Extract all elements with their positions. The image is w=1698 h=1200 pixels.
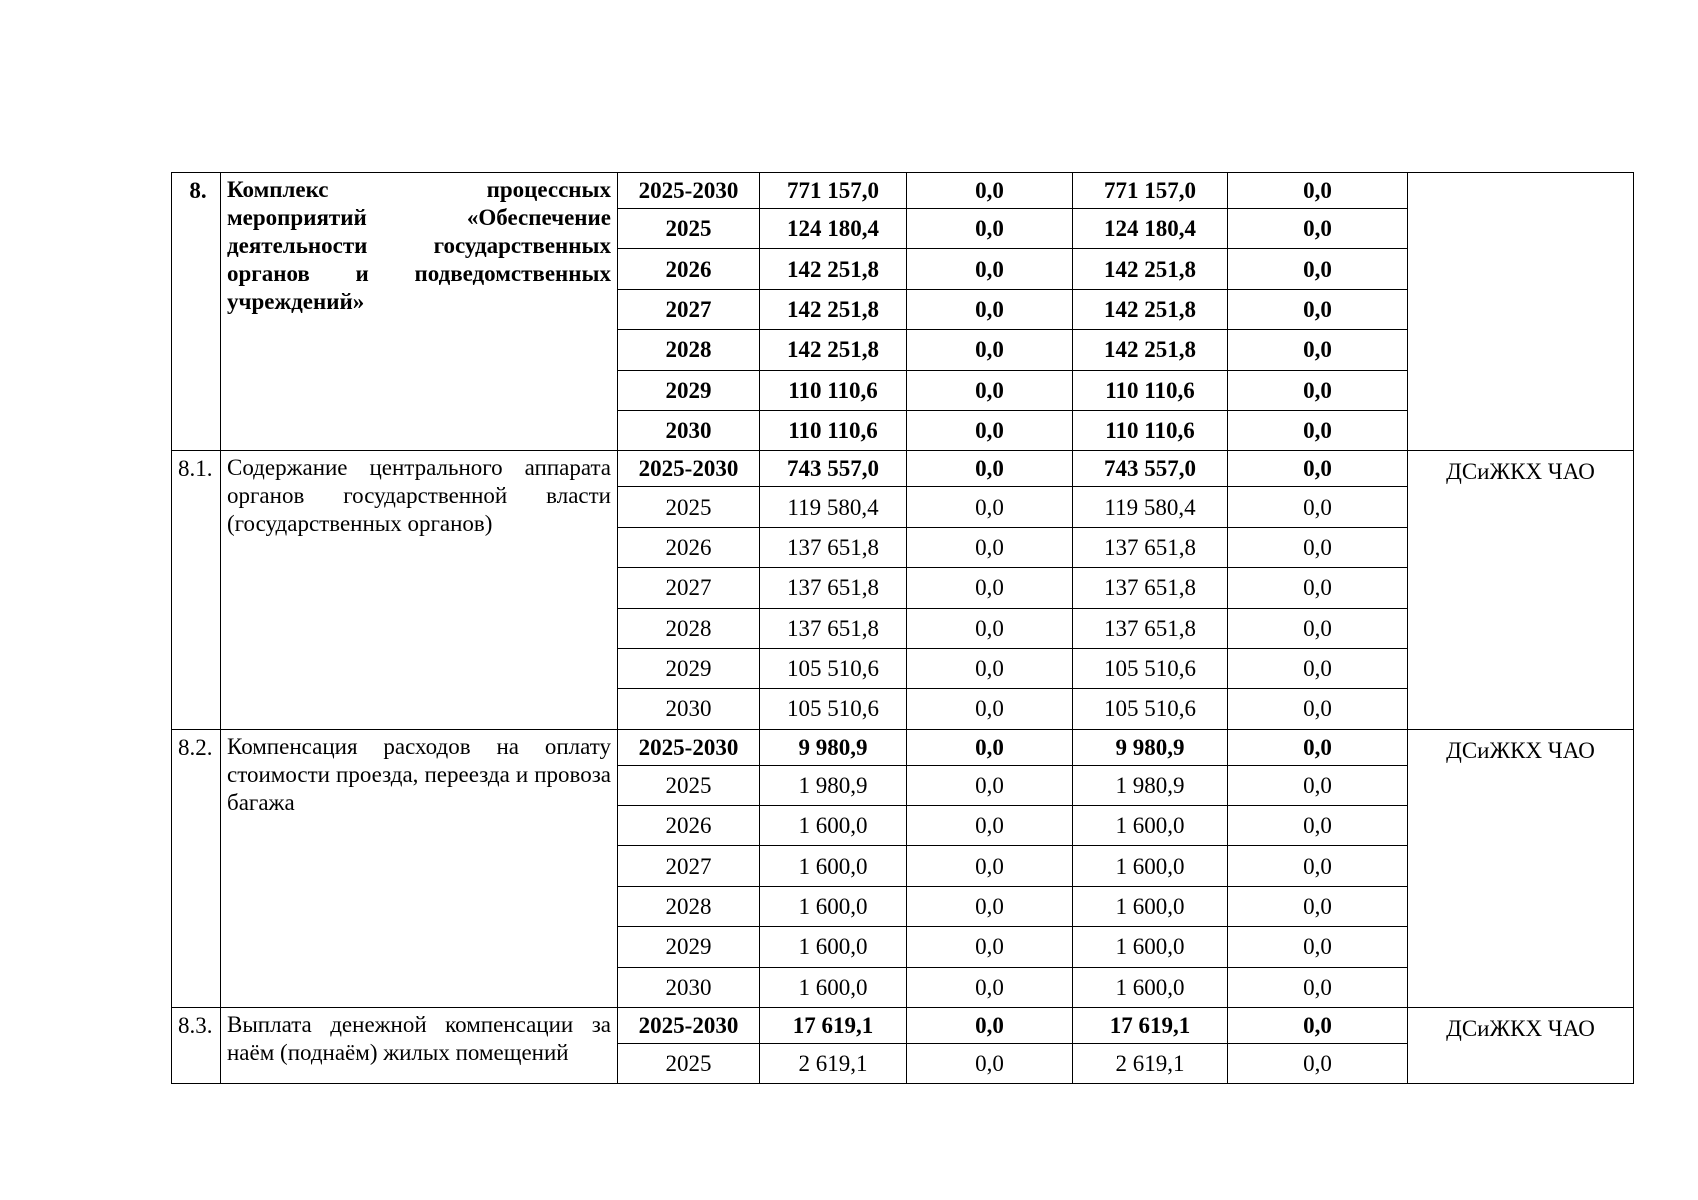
amount-cell-col3: 0,0 xyxy=(1228,249,1408,289)
amount-cell-col1: 0,0 xyxy=(907,927,1073,967)
amount-cell-col1: 0,0 xyxy=(907,370,1073,410)
section-name-word: деятельности xyxy=(227,233,368,258)
amount-cell-col3: 0,0 xyxy=(1228,173,1408,209)
section-number: 8.2. xyxy=(172,729,221,1007)
executor-cell: ДСиЖКХ ЧАО xyxy=(1408,1008,1634,1084)
section-name-word: процессных xyxy=(486,177,611,202)
period-cell: 2027 xyxy=(618,568,760,608)
amount-cell-col2: 142 251,8 xyxy=(1073,289,1228,329)
period-cell: 2025-2030 xyxy=(618,173,760,209)
total-amount-cell: 124 180,4 xyxy=(760,209,907,249)
amount-cell-col1: 0,0 xyxy=(907,765,1073,805)
section-name-line xyxy=(227,260,611,288)
amount-cell-col1: 0,0 xyxy=(907,729,1073,765)
period-cell: 2027 xyxy=(618,289,760,329)
amount-cell-col1: 0,0 xyxy=(907,608,1073,648)
period-cell: 2029 xyxy=(618,370,760,410)
amount-cell-col2: 771 157,0 xyxy=(1073,173,1228,209)
total-amount-cell: 137 651,8 xyxy=(760,568,907,608)
amount-cell-col3: 0,0 xyxy=(1228,648,1408,688)
section-name-line xyxy=(227,176,611,204)
total-amount-cell: 110 110,6 xyxy=(760,370,907,410)
amount-cell-col1: 0,0 xyxy=(907,1008,1073,1044)
amount-cell-col3: 0,0 xyxy=(1228,967,1408,1007)
period-cell: 2025 xyxy=(618,209,760,249)
total-amount-cell: 110 110,6 xyxy=(760,410,907,450)
section-total-row xyxy=(172,729,1634,765)
amount-cell-col1: 0,0 xyxy=(907,689,1073,729)
amount-cell-col2: 1 600,0 xyxy=(1073,846,1228,886)
section-total-row xyxy=(172,173,1634,209)
amount-cell-col2: 105 510,6 xyxy=(1073,689,1228,729)
period-cell: 2025 xyxy=(618,487,760,527)
amount-cell-col2: 124 180,4 xyxy=(1073,209,1228,249)
section-total-row xyxy=(172,1008,1634,1044)
amount-cell-col1: 0,0 xyxy=(907,1044,1073,1084)
amount-cell-col2: 9 980,9 xyxy=(1073,729,1228,765)
section-name: Выплата денежной компенсации за наём (поднаём) жилых помещений xyxy=(221,1008,618,1084)
total-amount-cell: 137 651,8 xyxy=(760,527,907,567)
amount-cell-col2: 142 251,8 xyxy=(1073,330,1228,370)
period-cell: 2026 xyxy=(618,527,760,567)
period-cell: 2030 xyxy=(618,410,760,450)
amount-cell-col3: 0,0 xyxy=(1228,289,1408,329)
amount-cell-col1: 0,0 xyxy=(907,249,1073,289)
amount-cell-col3: 0,0 xyxy=(1228,689,1408,729)
total-amount-cell: 1 600,0 xyxy=(760,806,907,846)
amount-cell-col1: 0,0 xyxy=(907,209,1073,249)
total-amount-cell: 9 980,9 xyxy=(760,729,907,765)
period-cell: 2029 xyxy=(618,927,760,967)
amount-cell-col2: 1 600,0 xyxy=(1073,967,1228,1007)
amount-cell-col2: 743 557,0 xyxy=(1073,451,1228,487)
amount-cell-col2: 1 600,0 xyxy=(1073,886,1228,926)
total-amount-cell: 105 510,6 xyxy=(760,648,907,688)
total-amount-cell: 142 251,8 xyxy=(760,289,907,329)
amount-cell-col3: 0,0 xyxy=(1228,370,1408,410)
section-name: Компенсация расходов на оплату стоимости проезда, переезда и провоза багажа xyxy=(221,729,618,1007)
amount-cell-col3: 0,0 xyxy=(1228,886,1408,926)
amount-cell-col3: 0,0 xyxy=(1228,209,1408,249)
amount-cell-col3: 0,0 xyxy=(1228,608,1408,648)
executor-cell: ДСиЖКХ ЧАО xyxy=(1408,451,1634,729)
amount-cell-col1: 0,0 xyxy=(907,967,1073,1007)
total-amount-cell: 1 600,0 xyxy=(760,927,907,967)
amount-cell-col2: 105 510,6 xyxy=(1073,648,1228,688)
amount-cell-col2: 110 110,6 xyxy=(1073,370,1228,410)
period-cell: 2025-2030 xyxy=(618,451,760,487)
amount-cell-col3: 0,0 xyxy=(1228,729,1408,765)
amount-cell-col1: 0,0 xyxy=(907,886,1073,926)
total-amount-cell: 142 251,8 xyxy=(760,249,907,289)
period-cell: 2025 xyxy=(618,765,760,805)
amount-cell-col1: 0,0 xyxy=(907,846,1073,886)
section-name-word: «Обеспечение xyxy=(466,205,611,230)
amount-cell-col3: 0,0 xyxy=(1228,846,1408,886)
amount-cell-col2: 110 110,6 xyxy=(1073,410,1228,450)
amount-cell-col1: 0,0 xyxy=(907,487,1073,527)
amount-cell-col3: 0,0 xyxy=(1228,765,1408,805)
amount-cell-col1: 0,0 xyxy=(907,330,1073,370)
budget-table-body xyxy=(172,173,1634,1084)
amount-cell-col1: 0,0 xyxy=(907,648,1073,688)
amount-cell-col2: 119 580,4 xyxy=(1073,487,1228,527)
period-cell: 2028 xyxy=(618,886,760,926)
section-name-line xyxy=(227,288,611,316)
section-name-line xyxy=(227,232,611,260)
amount-cell-col1: 0,0 xyxy=(907,806,1073,846)
period-cell: 2027 xyxy=(618,846,760,886)
section-name-word: мероприятий xyxy=(227,205,367,230)
total-amount-cell: 137 651,8 xyxy=(760,608,907,648)
total-amount-cell: 1 980,9 xyxy=(760,765,907,805)
amount-cell-col3: 0,0 xyxy=(1228,330,1408,370)
amount-cell-col2: 17 619,1 xyxy=(1073,1008,1228,1044)
section-name-word: государственных xyxy=(433,233,611,258)
period-cell: 2029 xyxy=(618,648,760,688)
total-amount-cell: 1 600,0 xyxy=(760,967,907,1007)
section-name-word: и xyxy=(355,261,369,286)
period-cell: 2025-2030 xyxy=(618,1008,760,1044)
total-amount-cell: 771 157,0 xyxy=(760,173,907,209)
amount-cell-col1: 0,0 xyxy=(907,568,1073,608)
amount-cell-col3: 0,0 xyxy=(1228,1008,1408,1044)
total-amount-cell: 142 251,8 xyxy=(760,330,907,370)
period-cell: 2028 xyxy=(618,330,760,370)
period-cell: 2025-2030 xyxy=(618,729,760,765)
executor-cell xyxy=(1408,173,1634,451)
section-name-word: Комплекс xyxy=(227,177,329,202)
amount-cell-col2: 1 600,0 xyxy=(1073,806,1228,846)
period-cell: 2026 xyxy=(618,806,760,846)
amount-cell-col1: 0,0 xyxy=(907,289,1073,329)
total-amount-cell: 17 619,1 xyxy=(760,1008,907,1044)
section-name xyxy=(221,173,618,451)
total-amount-cell: 743 557,0 xyxy=(760,451,907,487)
amount-cell-col2: 137 651,8 xyxy=(1073,568,1228,608)
total-amount-cell: 119 580,4 xyxy=(760,487,907,527)
period-cell: 2026 xyxy=(618,249,760,289)
amount-cell-col3: 0,0 xyxy=(1228,451,1408,487)
section-name: Содержание центрального аппарата органов государственной власти (государственных органов) xyxy=(221,451,618,729)
total-amount-cell: 1 600,0 xyxy=(760,846,907,886)
amount-cell-col3: 0,0 xyxy=(1228,527,1408,567)
total-amount-cell: 1 600,0 xyxy=(760,886,907,926)
total-amount-cell: 105 510,6 xyxy=(760,689,907,729)
section-name-word: органов xyxy=(227,261,310,286)
section-number: 8.3. xyxy=(172,1008,221,1084)
section-name-word: учреждений» xyxy=(227,289,365,314)
amount-cell-col1: 0,0 xyxy=(907,410,1073,450)
section-total-row xyxy=(172,451,1634,487)
amount-cell-col2: 137 651,8 xyxy=(1073,527,1228,567)
amount-cell-col2: 2 619,1 xyxy=(1073,1044,1228,1084)
amount-cell-col2: 1 600,0 xyxy=(1073,927,1228,967)
period-cell: 2030 xyxy=(618,689,760,729)
amount-cell-col1: 0,0 xyxy=(907,451,1073,487)
amount-cell-col3: 0,0 xyxy=(1228,1044,1408,1084)
section-number: 8. xyxy=(172,173,221,451)
amount-cell-col3: 0,0 xyxy=(1228,927,1408,967)
amount-cell-col1: 0,0 xyxy=(907,527,1073,567)
section-name-word: подведомственных xyxy=(414,261,611,286)
amount-cell-col1: 0,0 xyxy=(907,173,1073,209)
amount-cell-col2: 137 651,8 xyxy=(1073,608,1228,648)
amount-cell-col2: 142 251,8 xyxy=(1073,249,1228,289)
period-cell: 2025 xyxy=(618,1044,760,1084)
period-cell: 2030 xyxy=(618,967,760,1007)
amount-cell-col3: 0,0 xyxy=(1228,568,1408,608)
budget-table xyxy=(171,172,1634,1084)
section-name-line xyxy=(227,204,611,232)
amount-cell-col2: 1 980,9 xyxy=(1073,765,1228,805)
executor-cell: ДСиЖКХ ЧАО xyxy=(1408,729,1634,1007)
amount-cell-col3: 0,0 xyxy=(1228,487,1408,527)
amount-cell-col3: 0,0 xyxy=(1228,410,1408,450)
total-amount-cell: 2 619,1 xyxy=(760,1044,907,1084)
amount-cell-col3: 0,0 xyxy=(1228,806,1408,846)
section-number: 8.1. xyxy=(172,451,221,729)
period-cell: 2028 xyxy=(618,608,760,648)
